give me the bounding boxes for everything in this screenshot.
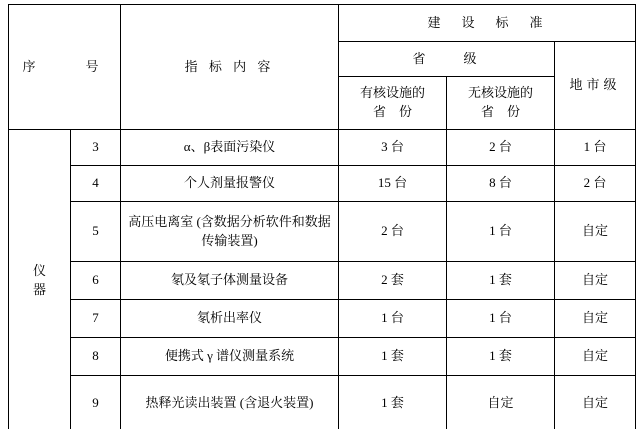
row-content: α、β表面污染仪 [121,130,339,166]
header-group-province: 省 级 [339,42,555,77]
row-content: 氡及氡子体测量设备 [121,262,339,300]
row-province-without: 自定 [447,376,555,429]
row-city: 自定 [555,202,636,262]
row-province-with: 3 台 [339,130,447,166]
row-city: 2 台 [555,166,636,202]
header-col-content: 指 标 内 容 [121,5,339,130]
table-row [9,376,636,429]
row-province-without: 8 台 [447,166,555,202]
header-col-index: 序 号 [9,5,121,130]
table-row [9,338,636,376]
row-city: 自定 [555,376,636,429]
row-province-without: 2 台 [447,130,555,166]
table-header-row-1 [9,5,636,42]
table-row [9,130,636,166]
header-col-province-with: 有核设施的 省 份 [339,77,447,130]
row-province-with: 1 套 [339,376,447,429]
table-row [9,202,636,262]
row-content: 氡析出率仪 [121,300,339,338]
row-no: 6 [71,262,121,300]
row-no: 8 [71,338,121,376]
header-group-standard: 建 设 标 准 [339,5,636,42]
row-content: 个人剂量报警仪 [121,166,339,202]
row-no: 7 [71,300,121,338]
row-city: 自定 [555,338,636,376]
row-province-without: 1 套 [447,262,555,300]
row-city: 1 台 [555,130,636,166]
row-province-with: 1 台 [339,300,447,338]
row-no: 5 [71,202,121,262]
row-province-without: 1 台 [447,202,555,262]
row-city: 自定 [555,300,636,338]
row-no: 4 [71,166,121,202]
row-no: 3 [71,130,121,166]
specification-table [8,4,636,429]
category-label-instrument: 仪 器 [9,130,71,429]
row-city: 自定 [555,262,636,300]
row-province-without: 1 套 [447,338,555,376]
row-province-with: 2 套 [339,262,447,300]
table-row [9,262,636,300]
row-province-without: 1 台 [447,300,555,338]
row-content: 便携式 γ 谱仪测量系统 [121,338,339,376]
table-row [9,166,636,202]
row-content: 热释光读出装置 (含退火装置) [121,376,339,429]
header-col-province-without: 无核设施的 省 份 [447,77,555,130]
row-province-with: 15 台 [339,166,447,202]
row-province-with: 2 台 [339,202,447,262]
header-col-city: 地市级 [555,42,636,130]
row-no: 9 [71,376,121,429]
row-province-with: 1 套 [339,338,447,376]
row-content: 高压电离室 (含数据分析软件和数据传输装置) [121,202,339,262]
table-row [9,300,636,338]
